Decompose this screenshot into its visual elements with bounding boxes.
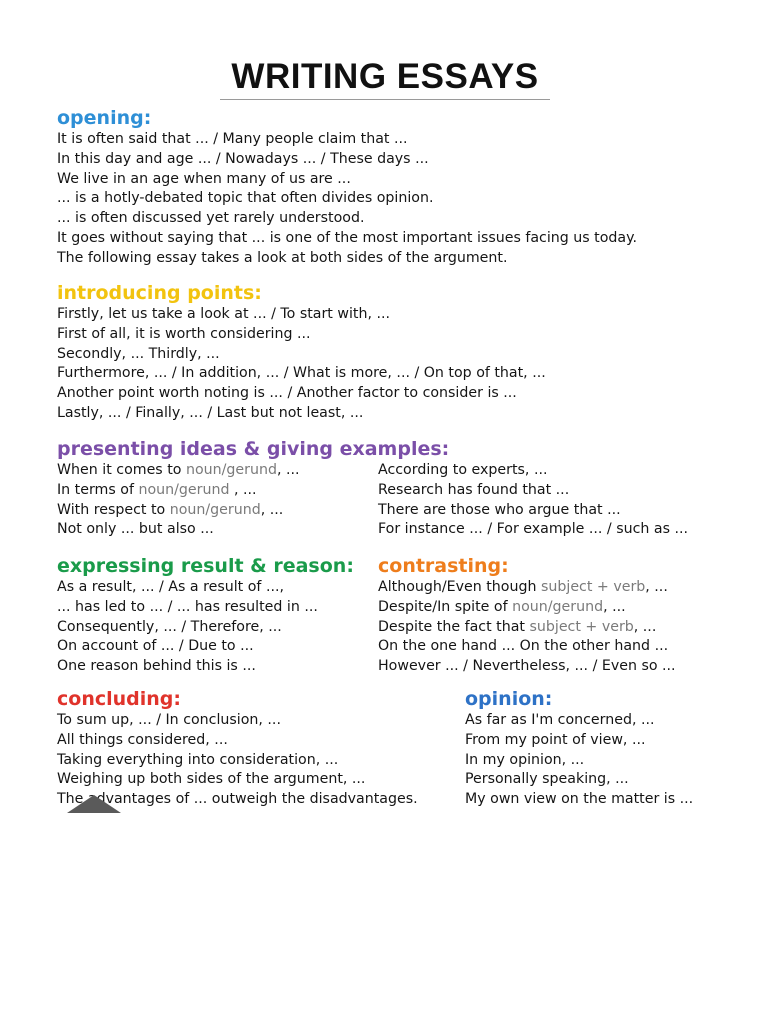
opening-line: It goes without saying that ... is one of the most important issues facing us today. — [57, 229, 638, 246]
presenting-right-column — [378, 461, 688, 540]
opinion-line: As far as I'm concerned, ... — [465, 712, 655, 728]
contrasting-line: On the one hand ... On the other hand ... — [378, 638, 669, 655]
presenting-line: There are those who argue that ... — [378, 501, 621, 518]
presenting-line: With respect to noun/gerund, ... — [57, 501, 284, 518]
concluding-line: All things considered, ... — [57, 731, 228, 748]
presenting-line: In terms of noun/gerund , ... — [57, 481, 257, 498]
presenting-line: According to experts, ... — [378, 462, 548, 478]
introducing-line: Firstly, let us take a look at ... / To start with, ... — [57, 306, 391, 322]
opening-line: We live in an age when many of us are ... — [57, 170, 351, 187]
heading-opening: opening: — [57, 107, 152, 129]
heading-introducing-points: introducing points: — [57, 282, 262, 304]
introducing-line: First of all, it is worth considering ... — [57, 325, 311, 342]
opening-line: ... is often discussed yet rarely understood. — [57, 210, 365, 227]
opening-line: The following essay takes a look at both sides of the argument. — [57, 249, 508, 266]
opinion-line: In my opinion, ... — [465, 751, 585, 768]
opening-line: ... is a hotly-debated topic that often divides opinion. — [57, 190, 434, 207]
presenting-left-column — [57, 461, 300, 540]
concluding-line: The advantages of ... outweigh the disadvantages. — [57, 791, 418, 808]
result-line: ... has led to ... / ... has resulted in ... — [57, 598, 318, 615]
opinion-line: My own view on the matter is ... — [465, 791, 694, 808]
contrasting-line: Although/Even though subject + verb, ... — [378, 579, 668, 595]
concluding-line: To sum up, ... / In conclusion, ... — [57, 712, 281, 728]
result-line: Consequently, ... / Therefore, ... — [57, 618, 282, 635]
result-line: As a result, ... / As a result of ..., — [57, 579, 284, 595]
section-result-reason — [57, 554, 354, 677]
section-presenting-ideas — [57, 437, 449, 461]
scan-smudge-mark — [67, 795, 121, 813]
section-opening — [57, 106, 637, 269]
section-introducing-points — [57, 281, 546, 424]
presenting-line: Not only ... but also ... — [57, 521, 214, 538]
opinion-line: Personally speaking, ... — [465, 771, 629, 788]
contrasting-line: However ... / Nevertheless, ... / Even so ... — [378, 658, 676, 675]
concluding-line: Taking everything into consideration, ... — [57, 751, 339, 768]
opening-line: In this day and age ... / Nowadays ... / These days ... — [57, 150, 429, 167]
contrasting-line: Despite/In spite of noun/gerund, ... — [378, 598, 626, 615]
page-title: WRITING ESSAYS — [220, 58, 550, 100]
result-line: One reason behind this is ... — [57, 658, 256, 675]
heading-opinion: opinion: — [465, 688, 553, 710]
opinion-line: From my point of view, ... — [465, 731, 646, 748]
result-line: On account of ... / Due to ... — [57, 638, 254, 655]
section-opinion — [465, 687, 693, 810]
section-contrasting — [378, 554, 676, 677]
introducing-line: Lastly, ... / Finally, ... / Last but not least, ... — [57, 404, 364, 421]
heading-concluding: concluding: — [57, 688, 181, 710]
section-concluding — [57, 687, 418, 810]
concluding-line: Weighing up both sides of the argument, ... — [57, 771, 366, 788]
introducing-line: Another point worth noting is ... / Another factor to consider is ... — [57, 385, 517, 402]
heading-presenting-ideas: presenting ideas & giving examples: — [57, 438, 450, 460]
heading-contrasting: contrasting: — [378, 555, 509, 577]
introducing-line: Furthermore, ... / In addition, ... / What is more, ... / On top of that, ... — [57, 365, 546, 382]
presenting-line: When it comes to noun/gerund, ... — [57, 462, 300, 478]
contrasting-line: Despite the fact that subject + verb, ... — [378, 618, 657, 635]
presenting-line: For instance ... / For example ... / such as ... — [378, 521, 689, 538]
presenting-line: Research has found that ... — [378, 481, 570, 498]
heading-result-reason: expressing result & reason: — [57, 555, 354, 577]
introducing-line: Secondly, ... Thirdly, ... — [57, 345, 220, 362]
opening-line: It is often said that ... / Many people claim that ... — [57, 131, 408, 147]
